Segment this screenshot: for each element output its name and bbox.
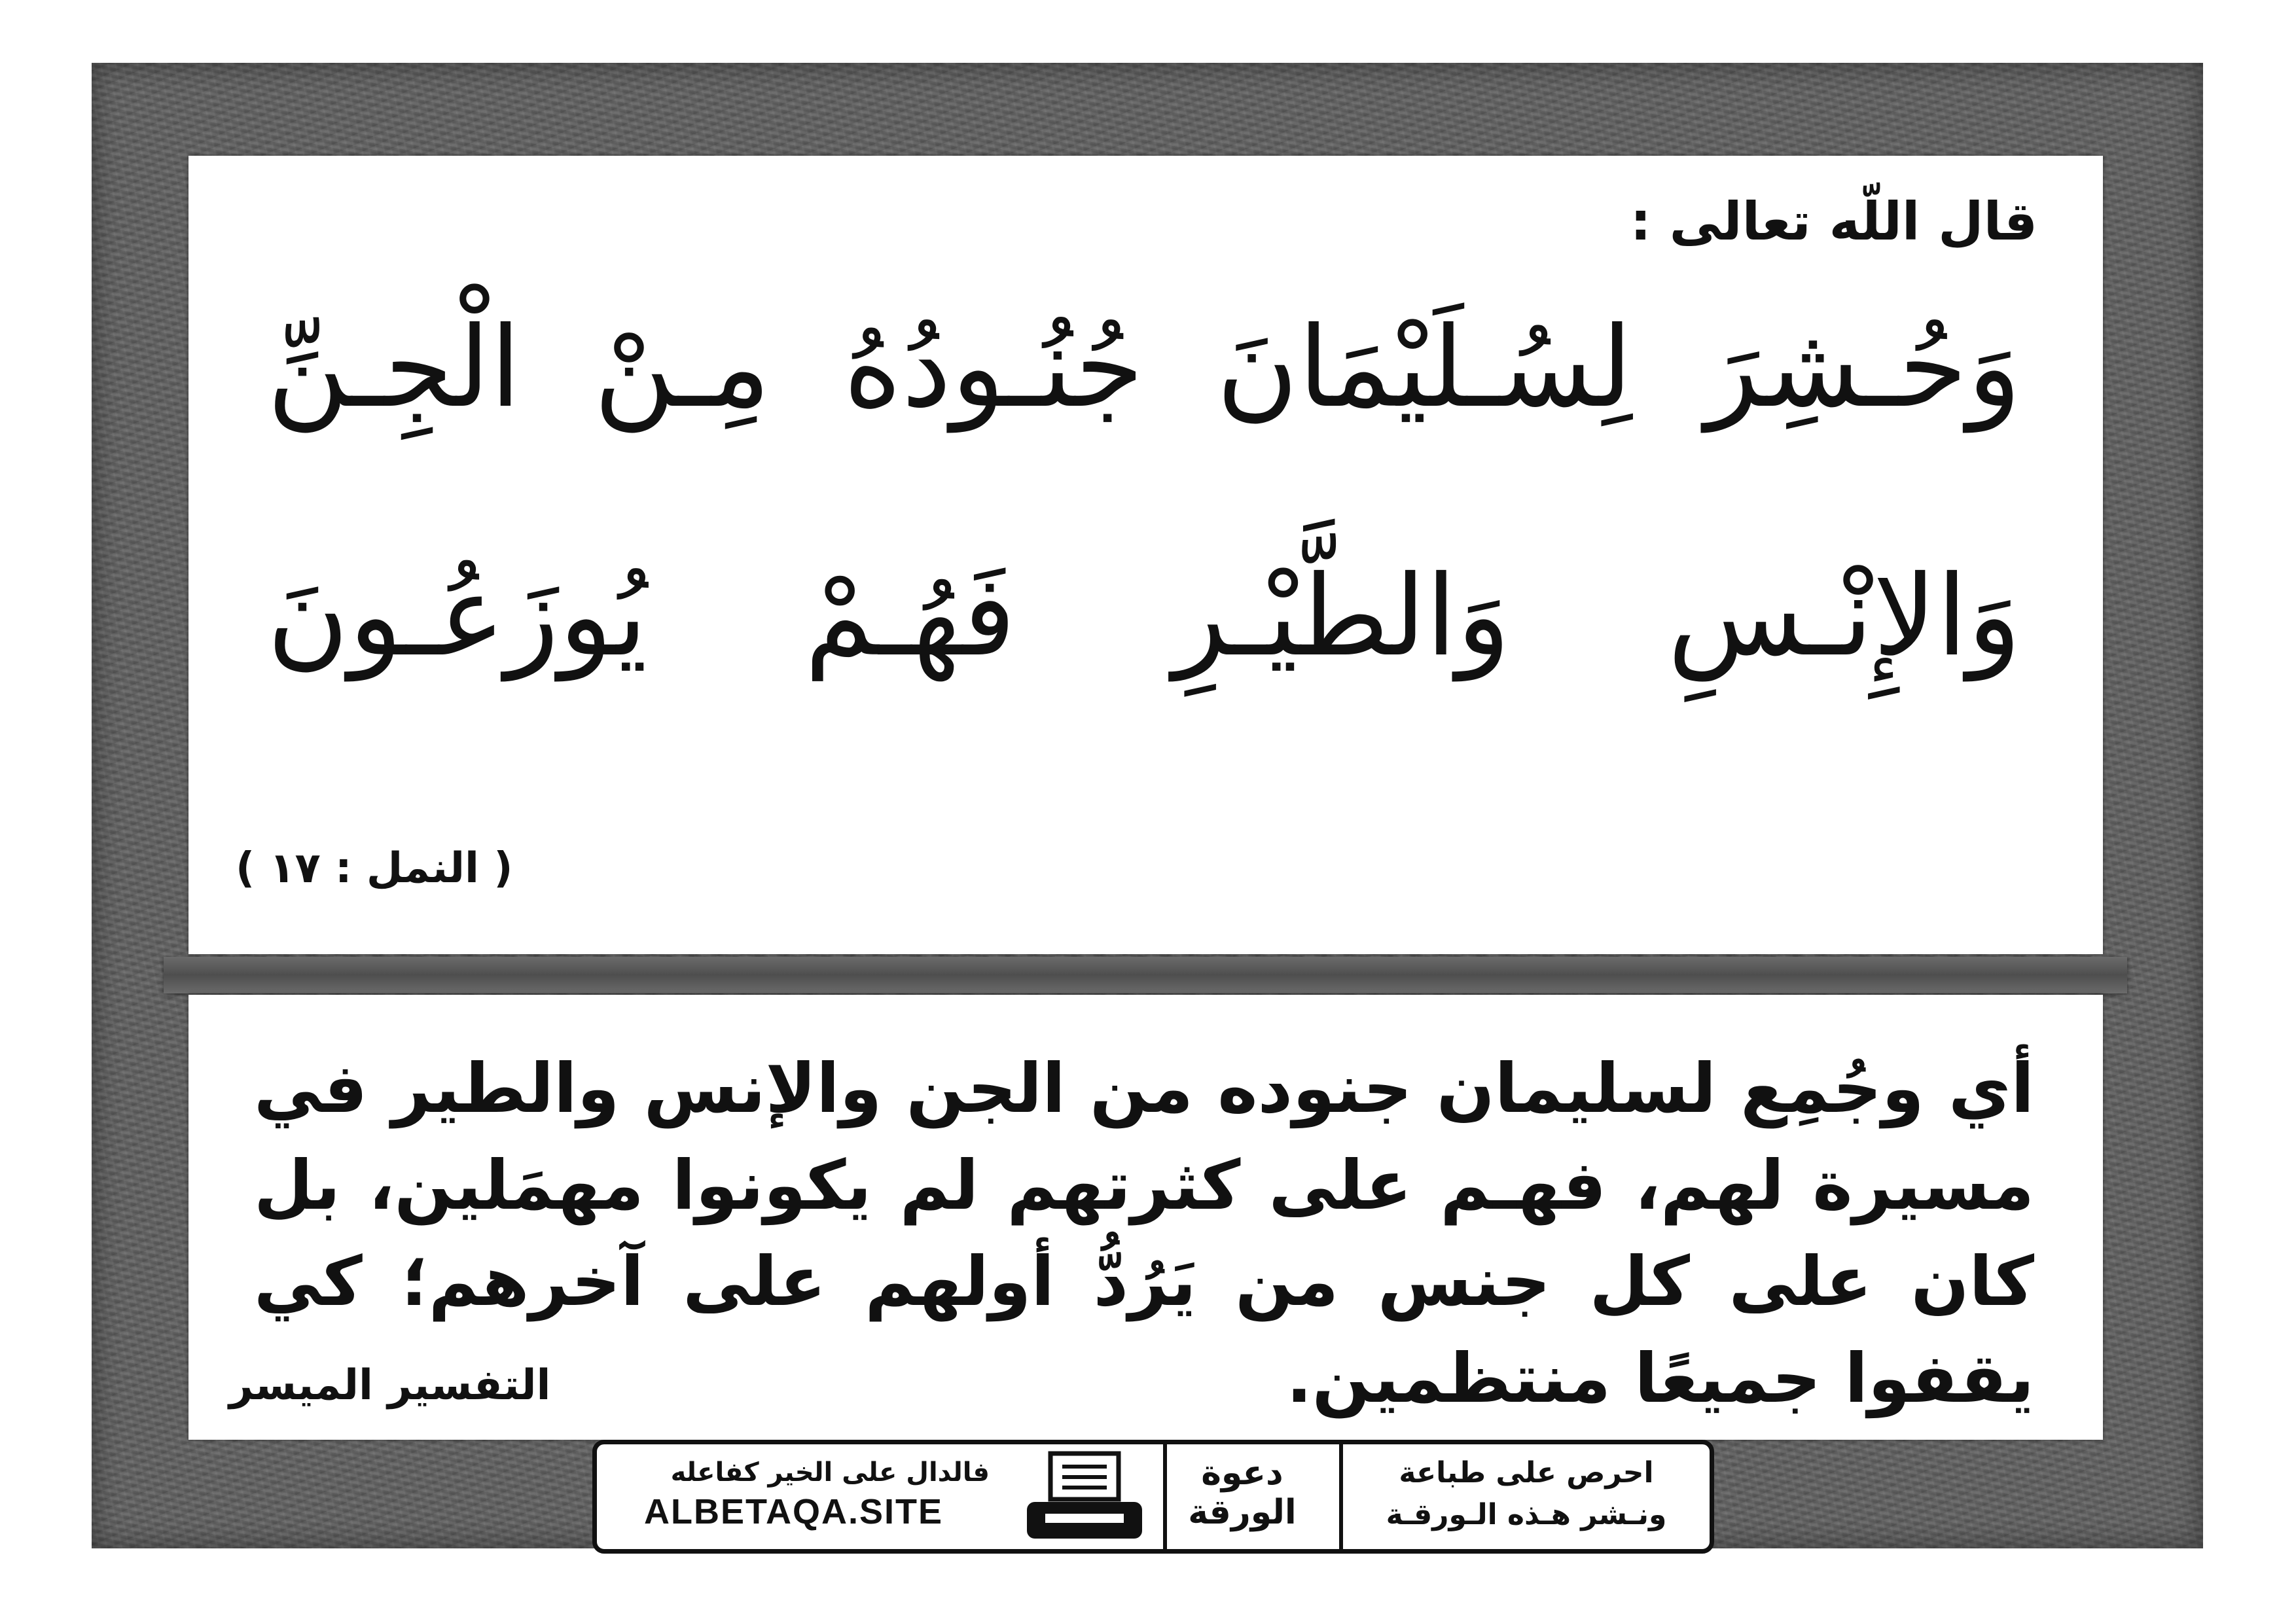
tafsir-source: التفسير الميسر [229, 1361, 551, 1410]
panel-divider [164, 957, 2127, 993]
printer-icon [1019, 1448, 1150, 1546]
banner-motto: فالدال على الخير كفاعله [670, 1457, 990, 1488]
verse-line-2: وَالإِنْـسِ وَالطَّيْـرِ فَهُـمْ يُوزَعُـونَ [267, 552, 2021, 681]
logo-text: دعوة الورقة [1188, 1454, 1297, 1532]
banner-print-section [1339, 1444, 1710, 1549]
banner-print-line-1: احرص على طباعة [1399, 1456, 1654, 1489]
footer-banner [592, 1440, 1714, 1554]
banner-website[interactable]: ALBETAQA.SITE [644, 1492, 943, 1531]
banner-logo [1163, 1444, 1321, 1549]
banner-print-line-2: ونـشر هـذه الـورقـة [1386, 1498, 1667, 1531]
verse-intro: قال اللّه تعالى : [1630, 191, 2037, 252]
tafsir-text: أي وجُمِع لسليمان جنوده من الجن والإنس والطير في مسيرة لهم، فهـم على كثرتهم لم يكونوا مهمَلين، بل كان على كل جنس من يَرُدُّ أولهم على آخرهم؛ كي يقفوا جميعًا منتظمين. [254, 1048, 2034, 1419]
verse-line-1: وَحُـشِرَ لِسُـلَيْمَانَ جُنُـودُهُ مِـنْ الْجِـنِّ [267, 303, 2021, 433]
banner-website-section [597, 1444, 1016, 1549]
verse-reference: ( النمل : ١٧ ) [236, 844, 513, 893]
